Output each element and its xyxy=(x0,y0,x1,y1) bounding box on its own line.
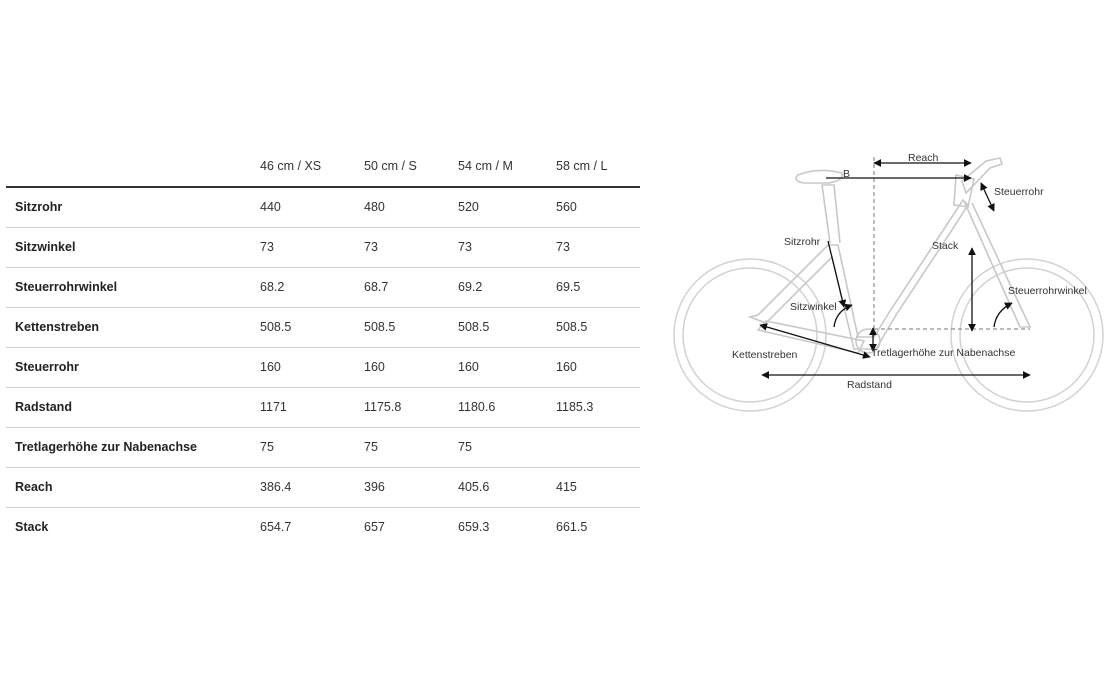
label-steuerrohr: Steuerrohr xyxy=(994,186,1044,198)
row-label: Tretlagerhöhe zur Nabenachse xyxy=(15,440,198,454)
cell-value: 508.5 xyxy=(260,320,292,334)
label-radstand: Radstand xyxy=(847,379,892,391)
cell-value: 1180.6 xyxy=(458,400,496,414)
row-label: Kettenstreben xyxy=(15,320,100,334)
label-tretlagerhoehe: Tretlagerhöhe zur Nabenachse xyxy=(871,347,1016,359)
table-row-steuerrohrwinkel xyxy=(6,268,640,308)
cell-value: 405.6 xyxy=(458,480,490,494)
table-row-sitzwinkel xyxy=(6,228,640,268)
bike-geometry-diagram xyxy=(668,145,1118,425)
cell-value: 69.2 xyxy=(458,280,483,294)
row-label: Sitzwinkel xyxy=(15,240,76,254)
cell-value: 1185.3 xyxy=(556,400,594,414)
table-header xyxy=(6,148,640,188)
cell-value: 1171 xyxy=(260,400,287,414)
table-row-steuerrohr xyxy=(6,348,640,388)
row-label: Steuerrohrwinkel xyxy=(15,280,118,294)
label-stack: Stack xyxy=(932,240,959,252)
table-row-tretlagerhoehe xyxy=(6,428,640,468)
label-sitzrohr: Sitzrohr xyxy=(784,236,821,248)
rear-wheel xyxy=(674,259,826,411)
cell-value: 661.5 xyxy=(556,520,588,534)
cell-value: 1175.8 xyxy=(364,400,402,414)
table-row-reach xyxy=(6,468,640,508)
geometry-table xyxy=(6,148,640,547)
cell-value: 160 xyxy=(458,360,479,374)
steuerrohrwinkel-arc xyxy=(994,303,1012,327)
cell-value: 386.4 xyxy=(260,480,292,494)
cell-value: 659.3 xyxy=(458,520,490,534)
label-steuerrohrwinkel: Steuerrohrwinkel xyxy=(1008,285,1087,297)
steuerrohr-arrow xyxy=(981,183,994,211)
sitzrohr-arrow xyxy=(828,241,844,307)
cell-value: 396 xyxy=(364,480,385,494)
cell-value: 75 xyxy=(458,440,472,454)
row-label: Steuerrohr xyxy=(15,360,79,374)
cell-value: 160 xyxy=(364,360,385,374)
row-label: Reach xyxy=(15,480,53,494)
table-row-stack xyxy=(6,508,640,547)
cell-value: 75 xyxy=(260,440,274,454)
cell-value: 69.5 xyxy=(556,280,581,294)
cell-value: 75 xyxy=(364,440,378,454)
label-reach: Reach xyxy=(908,152,939,164)
row-label: Stack xyxy=(15,520,49,534)
cell-value: 440 xyxy=(260,200,281,214)
cell-value: 654.7 xyxy=(260,520,292,534)
cell-value: 73 xyxy=(364,240,378,254)
size-header-s: 50 cm / S xyxy=(364,159,417,173)
cell-value: 520 xyxy=(458,200,479,214)
cell-value: 415 xyxy=(556,480,577,494)
cell-value: 68.2 xyxy=(260,280,285,294)
cell-value: 68.7 xyxy=(364,280,389,294)
row-label: Sitzrohr xyxy=(15,200,63,214)
cell-value: 160 xyxy=(556,360,577,374)
label-kettenstreben: Kettenstreben xyxy=(732,349,798,361)
cell-value: 160 xyxy=(260,360,281,374)
sitzwinkel-arc xyxy=(834,305,852,327)
table-row-sitzrohr xyxy=(6,188,640,228)
cell-value: 73 xyxy=(260,240,274,254)
size-header-l: 58 cm / L xyxy=(556,159,608,173)
label-b: B xyxy=(843,168,851,180)
bike-frame xyxy=(750,158,1030,353)
size-header-m: 54 cm / M xyxy=(458,159,513,173)
cell-value: 73 xyxy=(556,240,570,254)
size-header-xs: 46 cm / XS xyxy=(260,159,322,173)
label-sitzwinkel: Sitzwinkel xyxy=(790,301,837,313)
cell-value: 657 xyxy=(364,520,385,534)
cell-value: 560 xyxy=(556,200,577,214)
row-label: Radstand xyxy=(15,400,72,414)
cell-value: 508.5 xyxy=(364,320,396,334)
front-wheel xyxy=(951,259,1103,411)
cell-value: 508.5 xyxy=(458,320,490,334)
cell-value: 508.5 xyxy=(556,320,588,334)
table-row-radstand xyxy=(6,388,640,428)
cell-value: 480 xyxy=(364,200,385,214)
cell-value: 73 xyxy=(458,240,472,254)
table-row-kettenstreben xyxy=(6,308,640,348)
